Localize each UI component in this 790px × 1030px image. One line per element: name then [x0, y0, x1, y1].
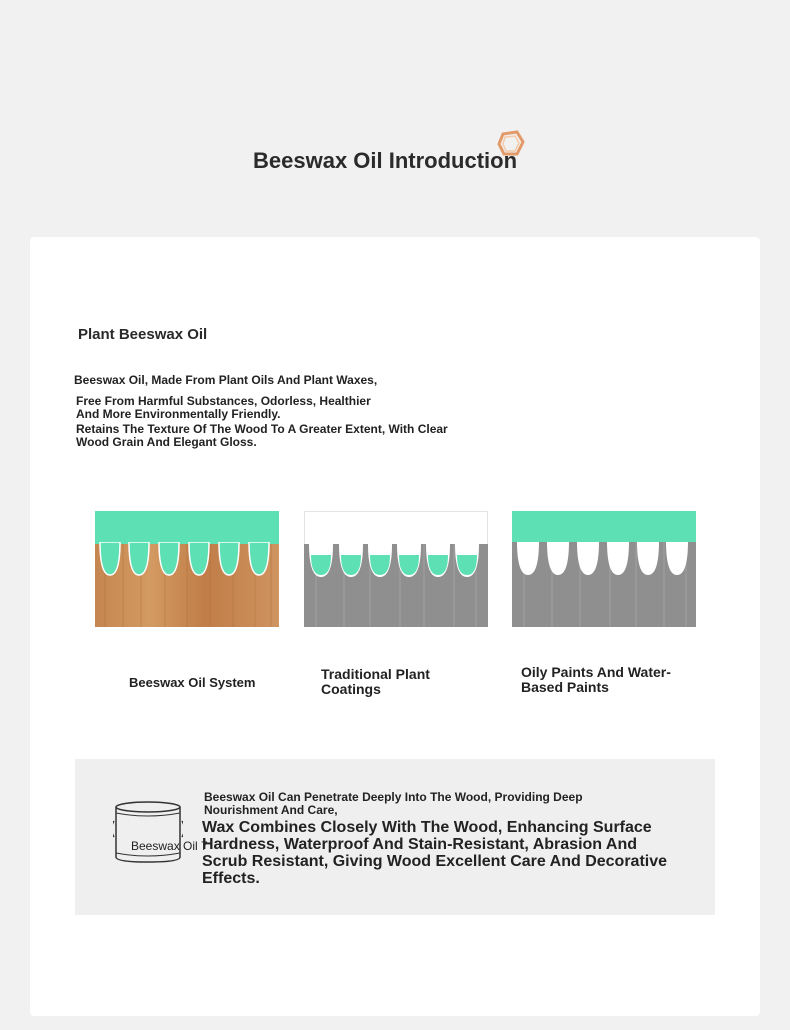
product-label: Beeswax Oil 7 [131, 839, 208, 853]
content-card [30, 237, 760, 1016]
comparison-panel-paints [512, 511, 696, 627]
intro-line-2: Free From Harmful Substances, Odorless, Healthier And More Environmentally Friendly. [76, 394, 371, 421]
info-box [75, 759, 715, 915]
info-detail-small: Beeswax Oil Can Penetrate Deeply Into The Wood, Providing Deep Nourishment And Care, [204, 790, 583, 817]
ring-icon [495, 130, 527, 160]
caption-traditional: Traditional Plant Coatings [321, 666, 430, 697]
beeswax-wood-illustration [95, 511, 279, 627]
paints-wood-illustration [512, 511, 696, 627]
intro-line-3: Retains The Texture Of The Wood To A Greater Extent, With Clear Wood Grain And Elegant Gloss. [76, 422, 448, 449]
intro-line-1: Beeswax Oil, Made From Plant Oils And Plant Waxes, [74, 373, 378, 387]
page-title: Beeswax Oil Introduction [253, 148, 518, 173]
caption-paints: Oily Paints And Water-Based Paints [521, 664, 671, 695]
comparison-panel-beeswax [95, 511, 279, 627]
info-detail-large: Wax Combines Closely With The Wood, Enhancing Surface Hardness, Waterproof And Stain-Resistant, Abrasion And Scrub Resistant, Giving Wood Excellent Care And Decorative Effects. [202, 819, 668, 887]
title-banner [243, 130, 523, 190]
caption-beeswax: Beeswax Oil System [129, 675, 256, 690]
comparison-panel-traditional [304, 511, 488, 627]
traditional-wood-illustration [304, 511, 488, 627]
paint-can-icon [113, 799, 183, 865]
section-subtitle: Plant Beeswax Oil [78, 326, 208, 343]
